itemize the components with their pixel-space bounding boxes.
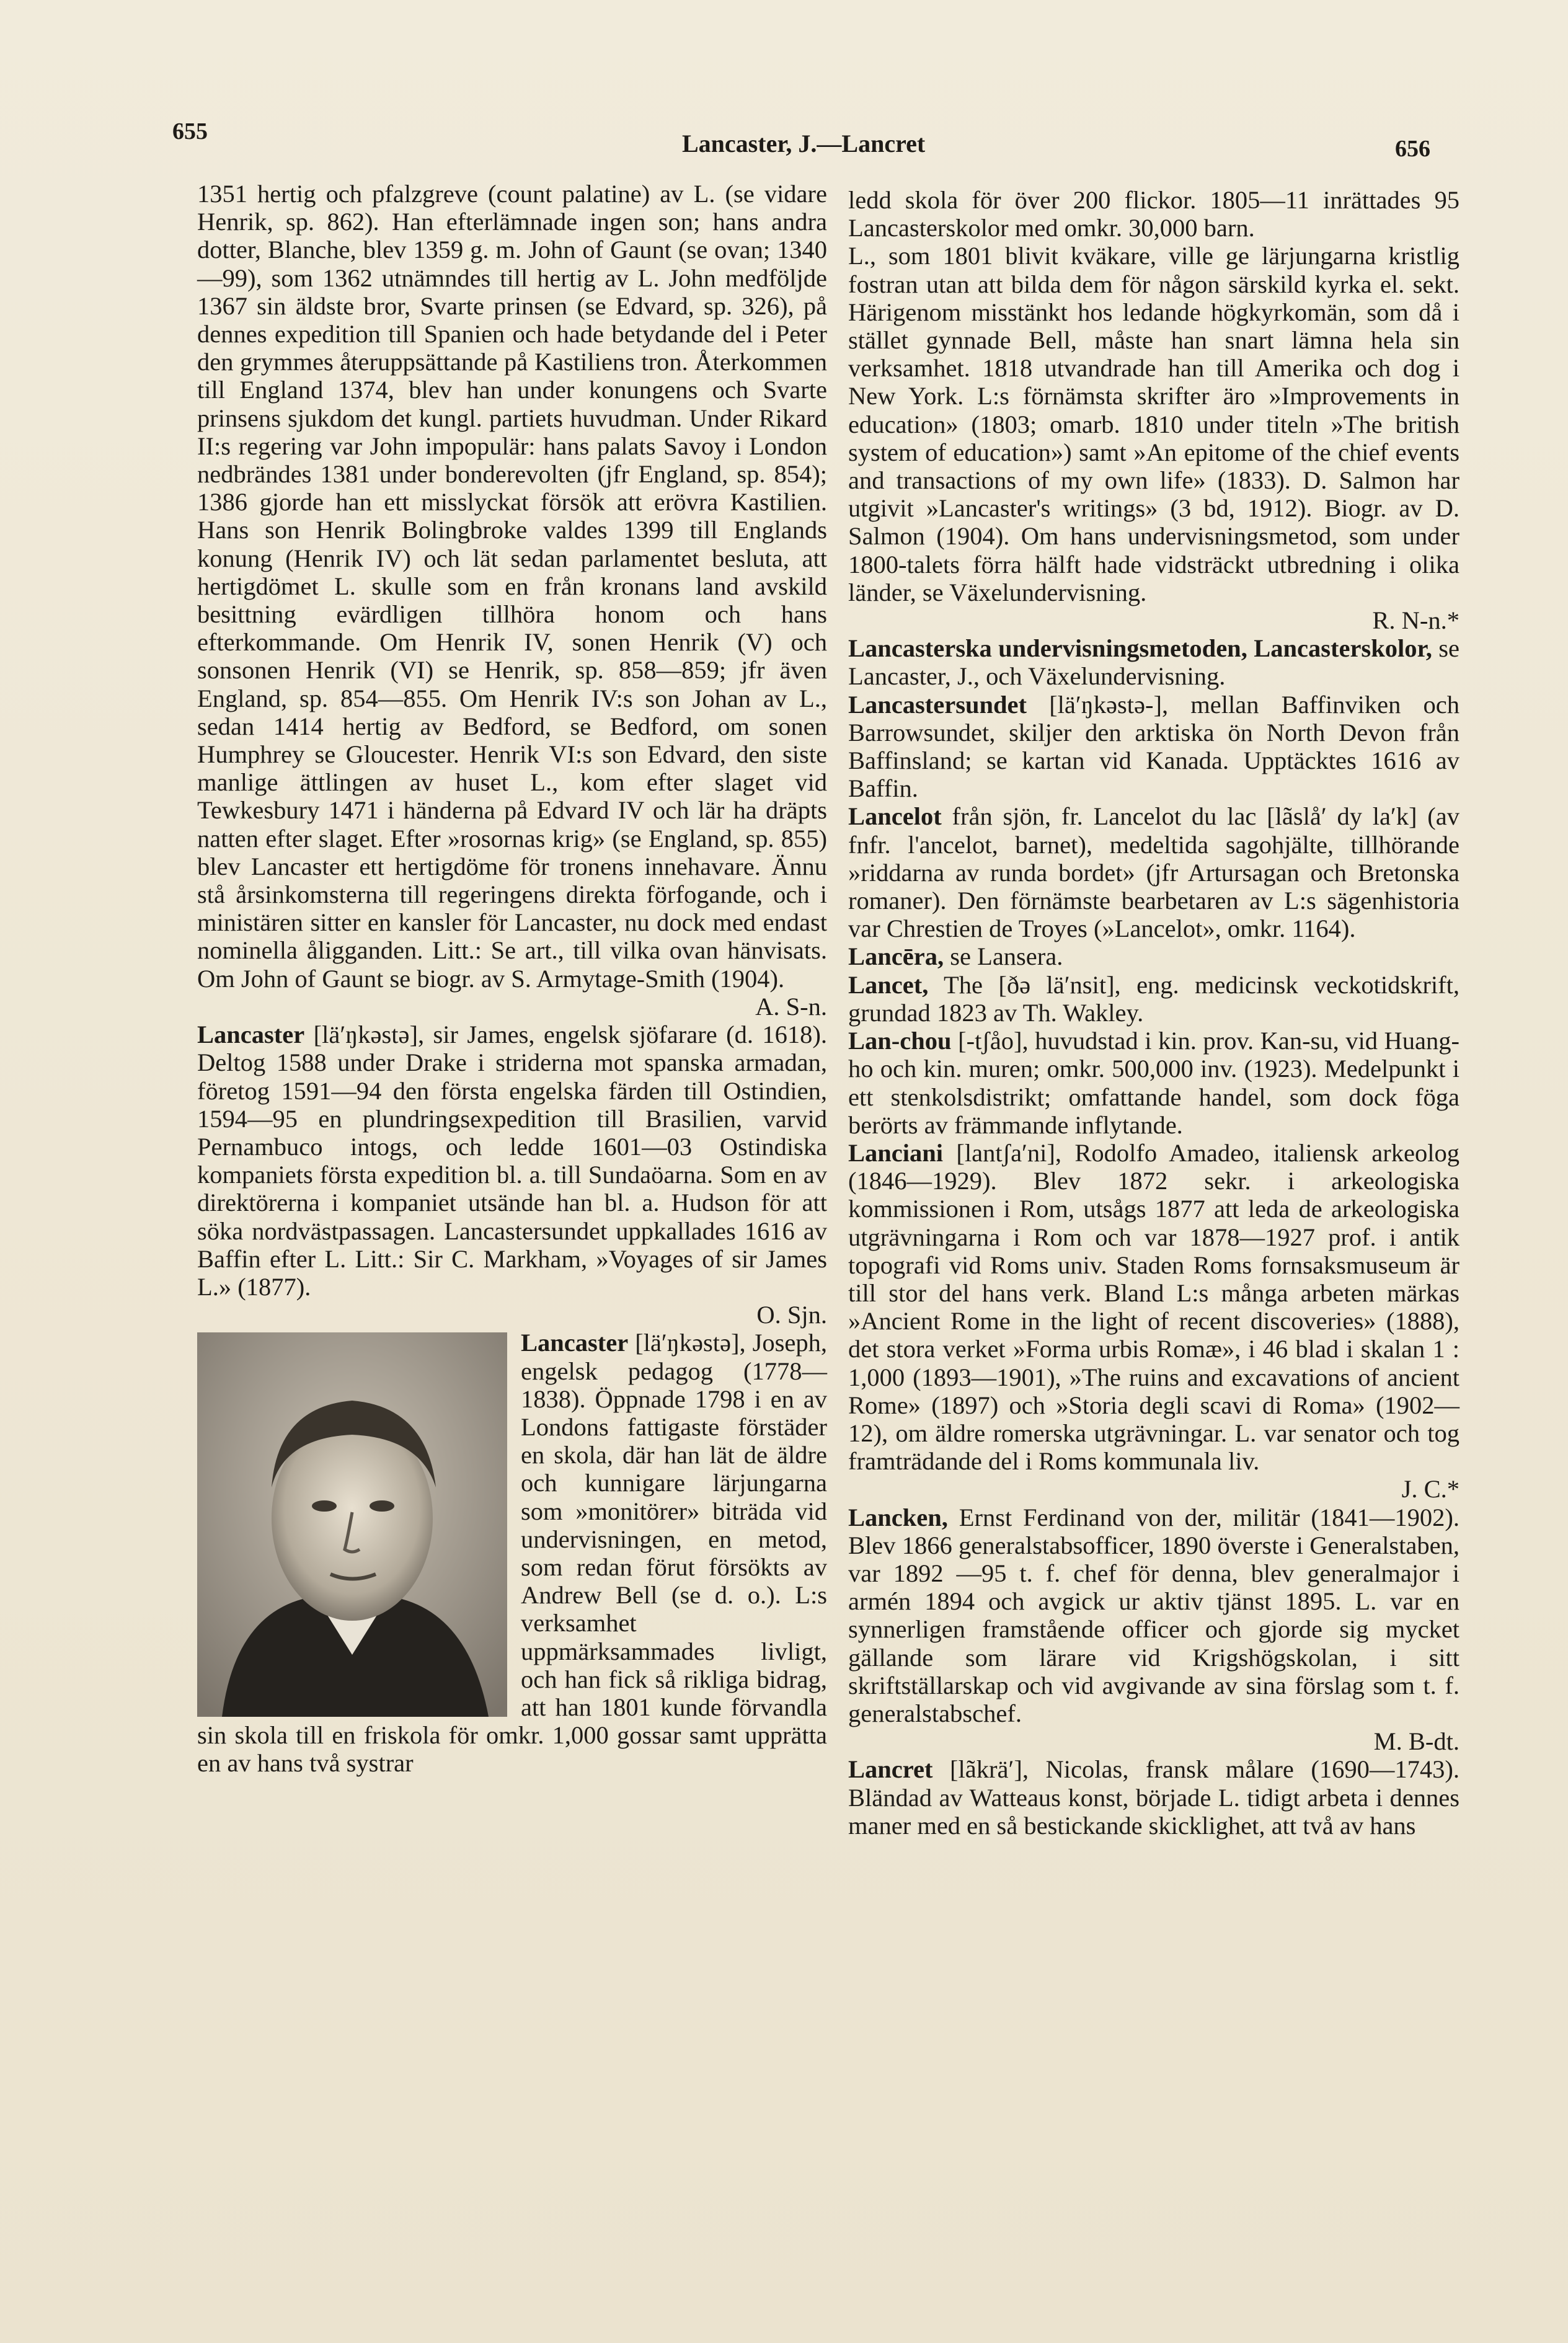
right-column <box>848 186 1459 1840</box>
article-lancet <box>848 971 1459 1027</box>
running-header: Lancaster, J.—Lancret <box>682 130 926 157</box>
headword: Lancēra, <box>848 942 944 971</box>
article-lancret <box>848 1755 1459 1840</box>
article-lan-chou <box>848 1027 1459 1139</box>
article-body: [lä′ŋkəstə], Joseph, engelsk pedagog (1778—1838). Öppnade 1798 i en av Londons fattigaste förstäder en skola, där han lät de äldre och kunnigare lärjungarna som »monitörer» biträda vid undervisningen, en metod, som redan förut försökts av Andrew Bell (se d. o.). L:s verksamhet uppmärksammades livligt, och han fick så rikliga bidrag, att han 1801 kunde förvandla sin skola till en friskola för omkr. 1,000 gossar samt upprätta en av hans två systrar <box>197 1329 827 1778</box>
article-body: [lä′ŋkəstə-], mellan Baffinviken och Barrowsundet, skiljer den arktiska ön North Devon från Baffinsland; se kartan vid Kanada. Upptäcktes 1616 av Baffin. <box>848 690 1459 803</box>
author-signature: M. B-dt. <box>1373 1727 1459 1756</box>
article-lancasterska <box>848 634 1459 690</box>
article-lancaster-james <box>197 1021 827 1301</box>
headword: Lancaster <box>521 1329 629 1357</box>
headword: Lancasterska undervisningsmetoden, Lancasterskolor, <box>848 634 1432 663</box>
left-page-number: 655 <box>172 118 208 144</box>
article-body: [lä′ŋkəstə], sir James, engelsk sjöfarare (d. 1618). Deltog 1588 under Drake i striderna mot spanska armadan, företog 1591—94 den första engelska färden till Ostindien, 1594—95 en plundringsexpedition till Brasilien, varvid Pernambuco intogs, och ledde 1601—03 Ostindiska kompaniets första expedition bl. a. till Sundaöarna. Som en av direktörerna i kompaniet utsände han bl. a. Hudson för att söka nordvästpassagen. Lancastersundet uppkallades 1616 av Baffin efter L. Litt.: Sir C. Markham, »Voyages of sir James L.» (1877). <box>197 1021 828 1301</box>
portrait-image-joseph-lancaster <box>197 1332 507 1717</box>
headword: Lan-chou <box>848 1027 952 1055</box>
article-body: [lantʃa′ni], Rodolfo Amadeo, italiensk arkeolog (1846—1929). Blev 1872 sekr. i arkeologiska kommissionen i Rom, utsågs 1877 att leda de arkeologiska utgrävningarna i Rom och var 1878—1927 prof. i antik topografi vid Roms univ. Staden Roms fornsaksmuseum är till stor del hans verk. Bland L:s många arbeten märkas »Ancient Rome in the light of recent discoveries» (1888), det stora verket »Forma urbis Romæ», i 46 blad i skalan 1 : 1,000 (1893—1901), »The ruins and excavations of ancient Rome» (1897) och »Storia degli scavi di Roma» (1902—12), om äldre romerska utgrävningar. L. var senator och tog framträdande del i Roms kommunala liv. <box>848 1138 1459 1476</box>
headword: Lancken, <box>848 1503 948 1531</box>
author-signature: A. S-n. <box>755 992 827 1021</box>
article-body: Ernst Ferdinand von der, militär (1841—1902). Blev 1866 generalstabsofficer, 1890 överste i Generalstaben, var 1892 —95 t. f. chef för denna, blev generalmajor i armén 1894 och avgick ur aktiv tjänst 1895. L. var en synnerligen framstående officer och gjorde sig mycket gällande som lärare vid Krigshögskolan, i sitt skriftställarskap och vid avgivande av sina förslag som t. f. generalstabschef. <box>848 1503 1459 1727</box>
article-lancastersundet <box>848 691 1459 803</box>
headword: Lancret <box>848 1755 933 1784</box>
article-lancaster-joseph <box>197 1329 827 1777</box>
article-paragraph: L., som 1801 blivit kväkare, ville ge lärjungarna kristlig fostran utan att bilda dem för någon särskild kyrka el. sekt. Härigenom misstänkt hos ledande högkyrkomän, som då i stället gynnade Bell, måste han snart lämna hela sin verksamhet. 1818 utvandrade han till Amerika och dog i New York. L:s förnämsta skrifter äro »Improvements in education» (1803; omarb. 1810 under titeln »The british system of education») samt »An epitome of the chief events and transactions of my own life» (1833). D. Salmon har utgivit »Lancaster's writings» (3 bd, 1912). Biogr. av D. Salmon (1904). Om hans undervisningsmetod, som under 1800-talets förra hälft hade vidsträckt utbredning i olika länder, se Växelundervisning. <box>848 242 1459 606</box>
article-body: från sjön, fr. Lancelot du lac [lãslå′ dy la′k] (av fnfr. l'ancelot, barnet), medeltida sagohjälte, tillhörande »riddarna av runda bordet» (jfr Artursagan och Bretonska romaner). Den förnämste bearbetaren av L:s sägenhistoria var Chrestien de Troyes (»Lancelot», omkr. 1164). <box>848 802 1459 943</box>
article-body: [lãkrä′], Nicolas, fransk målare (1690—1743). Bländad av Watteaus konst, började L. tidigt arbeta i dennes maner med en så bestickande skicklighet, att två av hans <box>848 1755 1460 1840</box>
author-signature: J. C.* <box>1401 1475 1459 1504</box>
left-column <box>197 180 827 1778</box>
headword: Lancaster <box>197 1021 305 1049</box>
article-body: se Lancaster, J., och Växelundervisning. <box>848 634 1459 691</box>
author-signature: O. Sjn. <box>756 1301 827 1329</box>
right-page-number: 656 <box>1395 136 1430 162</box>
article-body: [-tʃåo], huvudstad i kin. prov. Kan-su, vid Huang-ho och kin. muren; omkr. 500,000 inv. (1923). Medelpunkt i ett stenkolsdistrikt; omfattande handel, som dock föga berörts av främmande inflytande. <box>848 1027 1459 1139</box>
author-signature: R. N-n.* <box>1372 606 1459 635</box>
article-body: The [ðə lä′nsit], eng. medicinsk veckotidskrift, grundad 1823 av Th. Wakley. <box>848 970 1459 1027</box>
article-lancera <box>848 942 1459 970</box>
article-lancaster-house-body: 1351 hertig och pfalzgreve (count palatine) av L. (se vidare Henrik, sp. 862). Han efterlämnade ingen son; hans andra dotter, Blanche, blev 1359 g. m. John of Gaunt (se ovan; 1340—99), som 1362 utnämndes till hertig av L. John medföljde 1367 sin äldste bror, Svarte prinsen (se Edvard, sp. 326), på dennes expedition till Spanien och hade betydande del i Peter den grymmes återuppsättande på Kastiliens tron. Återkommen till England 1374, blev han under konungens och Svarte prinsens sjukdom det kungl. partiets huvudman. Under Rikard II:s regering var John impopulär: hans palats Savoy i London nedbrändes 1381 under bonderevolten (jfr England, sp. 854); 1386 gjorde han ett misslyckat försök att erövra Kastilien. Hans son Henrik Bolingbroke valdes 1399 till Englands konung (Henrik IV) och lät sedan parlamentet besluta, att hertigdömet L. skulle som en från kronans land avskild besittning evärdligen tillhöra honom och hans efterkommande. Om Henrik IV, sonen Henrik (V) och sonsonen Henrik (VI) se Henrik, sp. 858—859; jfr även England, sp. 854—855. Om Henrik IV:s son Johan av L., sedan 1414 hertig av Bedford, se Bedford, om sonen Humphrey se Gloucester. Henrik VI:s son Edvard, den siste manlige ättlingen av huset L., kom efter slaget vid Tewkesbury 1471 i händerna på Edvard IV och lär ha dräpts natten efter slaget. Efter »rosornas krig» (se England, sp. 855) blev Lancaster ett hertigdöme för tronens innehavare. Ännu stå årsinkomsterna till regeringens direkta förfogande, och i ministären sitter en kansler för Lancaster, nu dock med endast nominella åligganden. Litt.: Se art., till vilka ovan hänvisats. Om John of Gaunt se biogr. av S. Armytage-Smith (1904). <box>197 180 827 993</box>
headword: Lanciani <box>848 1138 944 1167</box>
article-lanciani <box>848 1139 1459 1475</box>
article-lancken <box>848 1504 1459 1728</box>
headword: Lancelot <box>848 802 942 831</box>
portrait-photo <box>197 1332 507 1717</box>
article-body: se Lansera. <box>950 942 1063 971</box>
headword: Lancastersundet <box>848 690 1027 719</box>
article-lancelot <box>848 802 1459 942</box>
article-continuation: ledd skola för över 200 flickor. 1805—11 inrättades 95 Lancasterskolor med omkr. 30,000 barn. <box>848 186 1459 242</box>
headword: Lancet, <box>848 970 929 999</box>
